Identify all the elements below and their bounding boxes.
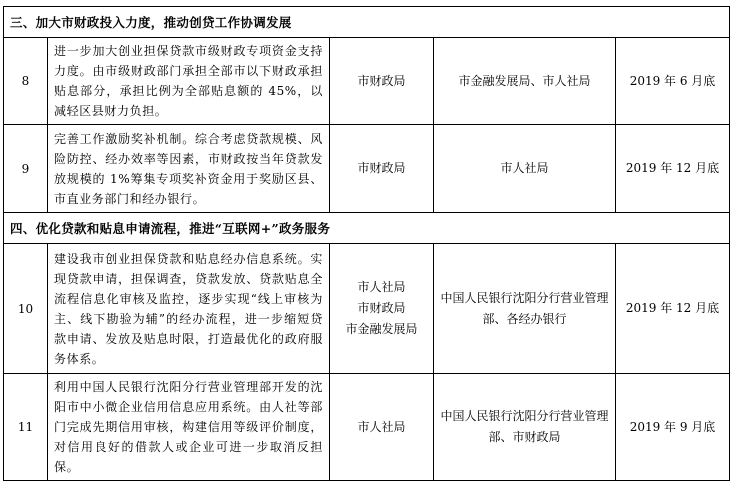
task-description: 进一步加大创业担保贷款市级财政专项资金支持力度。由市级财政部门承担全部市以下财政承担贴息部分，承担比例为全部贴息额的 45%，以减轻区县财力负担。 [48,38,330,125]
section-title: 三、加大市财政投入力度，推动创贷工作协调发展 [4,7,730,38]
task-description: 完善工作激励奖补机制。综合考虑贷款规模、风险防控、经办效率等因素，市财政按当年贷款发放规模的 1%筹集专项奖补资金用于奖励区县、市直业务部门和经办银行。 [48,125,330,213]
row-number: 9 [4,125,48,213]
row-number: 10 [4,244,48,374]
table-row [4,125,730,213]
section-title: 四、优化贷款和贴息申请流程，推进“互联网+”政务服务 [4,213,730,244]
section-header-row [4,213,730,244]
lead-unit: 市财政局 [330,125,434,213]
table-row [4,244,730,374]
deadline: 2019 年 12 月底 [616,125,730,213]
task-table [3,6,730,481]
lead-unit: 市财政局 [330,38,434,125]
deadline: 2019 年 12 月底 [616,244,730,374]
deadline: 2019 年 9 月底 [616,374,730,481]
row-number: 11 [4,374,48,481]
cooperating-unit: 市金融发展局、市人社局 [434,38,616,125]
task-description: 建设我市创业担保贷款和贴息经办信息系统。实现贷款申请，担保调查，贷款发放、贷款贴息全流程信息化审核及监控，逐步实现“线上审核为主、线下勘验为辅”的经办流程，进一步缩短贷款申请、发放及贴息时限，打造最优化的政府服务体系。 [48,244,330,374]
table-row [4,38,730,125]
deadline: 2019 年 6 月底 [616,38,730,125]
row-number: 8 [4,38,48,125]
lead-unit: 市人社局 [330,374,434,481]
table-row [4,374,730,481]
cooperating-unit: 中国人民银行沈阳分行营业管理 部、市财政局 [434,374,616,481]
task-description: 利用中国人民银行沈阳分行营业管理部开发的沈阳市中小微企业信用信息应用系统。由人社等部门完成先期信用审核，构建信用等级评价制度，对信用良好的借款人或企业可进一步取消反担保。 [48,374,330,481]
cooperating-unit: 中国人民银行沈阳分行营业管理 部、各经办银行 [434,244,616,374]
cooperating-unit: 市人社局 [434,125,616,213]
lead-unit: 市人社局 市财政局 市金融发展局 [330,244,434,374]
section-header-row [4,7,730,38]
